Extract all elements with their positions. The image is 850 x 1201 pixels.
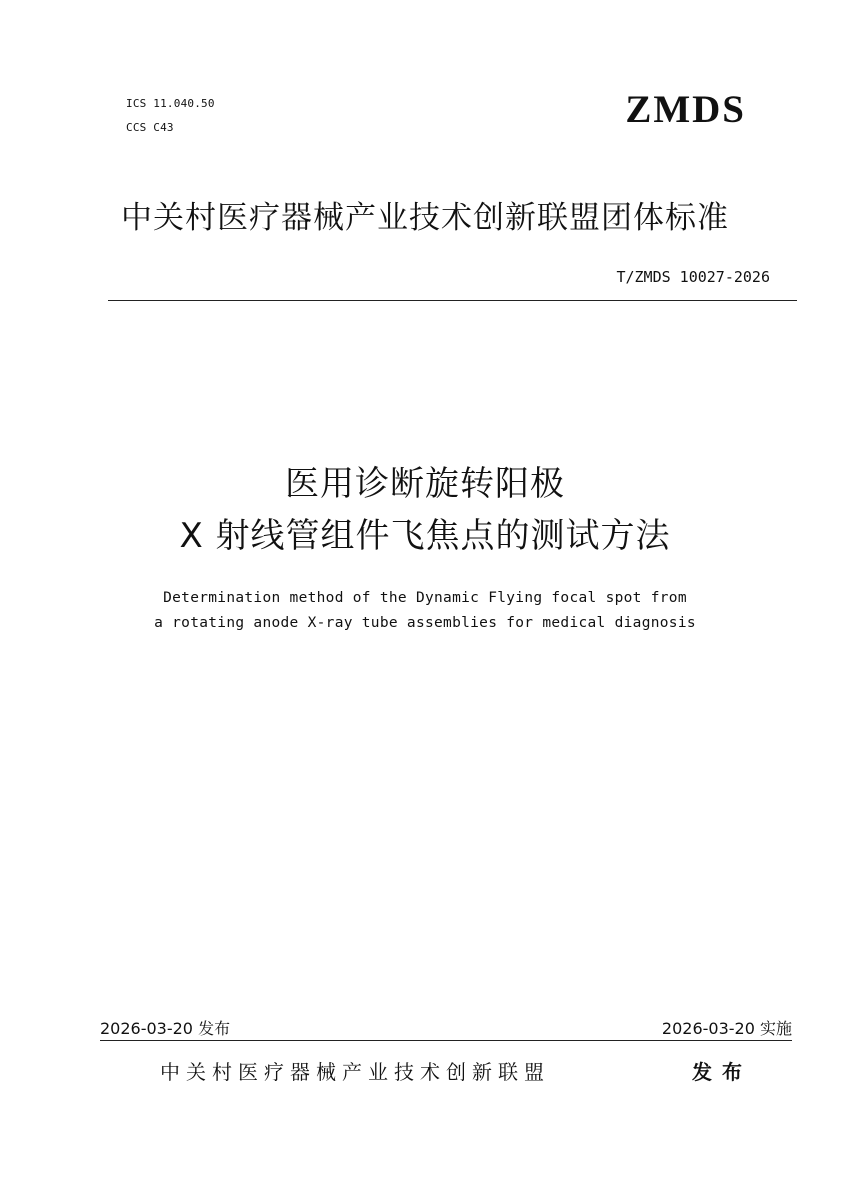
ics-code: ICS 11.040.50 bbox=[126, 97, 215, 110]
issue-date: 2026-03-20 发布 bbox=[100, 1019, 231, 1038]
document-title-line-2: X 射线管组件飞焦点的测试方法 bbox=[179, 516, 671, 556]
classification-codes bbox=[126, 92, 215, 140]
organization-title: 中关村医疗器械产业技术创新联盟团体标准 bbox=[121, 200, 729, 236]
ccs-code: CCS C43 bbox=[126, 121, 174, 134]
header-divider bbox=[108, 300, 797, 301]
publisher-name: 中关村医疗器械产业技术创新联盟 bbox=[160, 1060, 550, 1084]
document-title-line-1: 医用诊断旋转阳极 bbox=[285, 464, 565, 504]
brand-logo: ZMDS bbox=[625, 88, 746, 131]
document-title bbox=[0, 458, 850, 562]
english-title bbox=[0, 586, 850, 636]
english-title-line-2: a rotating anode X-ray tube assemblies for medical diagnosis bbox=[154, 615, 696, 631]
footer-divider bbox=[100, 1040, 792, 1041]
publish-label: 发布 bbox=[692, 1060, 752, 1084]
english-title-line-1: Determination method of the Dynamic Flying focal spot from bbox=[163, 590, 687, 606]
implementation-date: 2026-03-20 实施 bbox=[661, 1019, 792, 1038]
standard-number: T/ZMDS 10027-2026 bbox=[616, 268, 770, 286]
